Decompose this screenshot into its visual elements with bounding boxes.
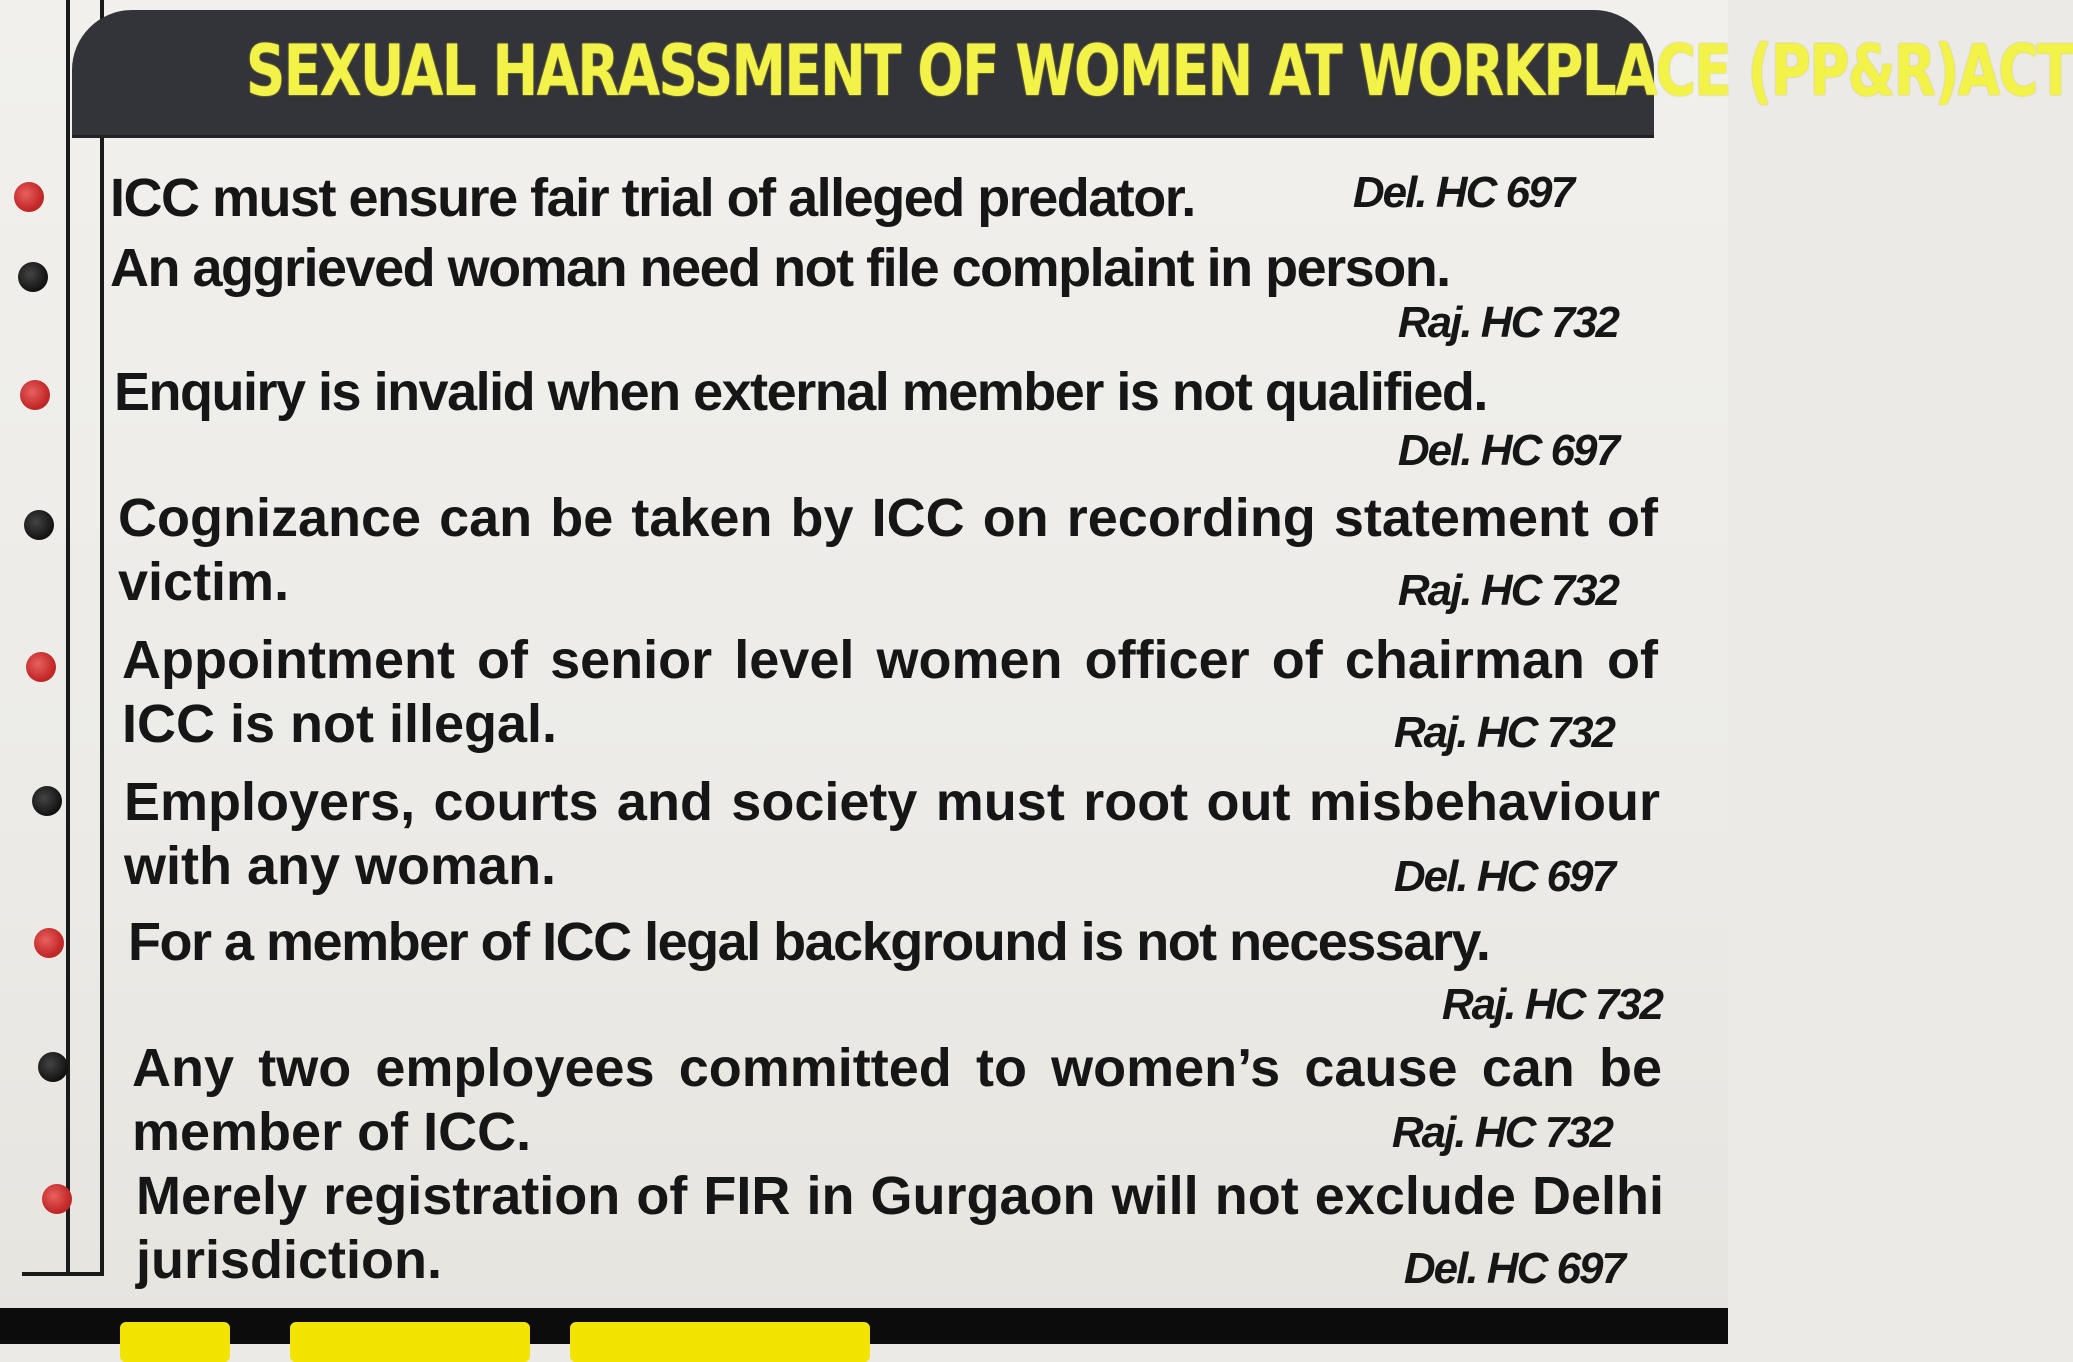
footer-headline-fragment xyxy=(290,1322,530,1362)
case-citation: Raj. HC 732 xyxy=(1397,566,1618,615)
bullet-black xyxy=(32,786,62,816)
list-item-text: ICC must ensure fair trial of alleged predator. xyxy=(110,168,1195,228)
page-title: SEXUAL HARASSMENT OF WOMEN AT WORKPLACE (PP&R)ACT xyxy=(246,30,2073,112)
bullet-red xyxy=(34,928,64,958)
list-item-text: Appointment of senior level women officer of chairman of ICC is not illegal. xyxy=(122,630,1658,754)
case-citation: Del. HC 697 xyxy=(1403,1244,1624,1293)
case-citation: Del. HC 697 xyxy=(1393,852,1614,901)
list-item-text: An aggrieved woman need not file complaint in person. xyxy=(110,238,1450,298)
bullet-red xyxy=(42,1184,72,1214)
case-citation: Raj. HC 732 xyxy=(1391,1108,1612,1157)
bullet-black xyxy=(38,1052,68,1082)
list-item-text: Enquiry is invalid when external member is not qualified. xyxy=(114,362,1487,422)
case-citation: Raj. HC 732 xyxy=(1397,298,1618,347)
list-item-text: For a member of ICC legal background is not necessary. xyxy=(128,912,1490,972)
list-item-text: Cognizance can be taken by ICC on recording statement of victim. xyxy=(118,488,1658,612)
header-bar xyxy=(72,10,2073,138)
bullet-black xyxy=(18,262,48,292)
bullet-black xyxy=(24,510,54,540)
list-item-text: Any two employees committed to women’s cause can be member of ICC. xyxy=(132,1038,1662,1162)
bullet-red xyxy=(14,182,44,212)
case-citation: Raj. HC 732 xyxy=(1441,980,1662,1029)
footer-headline-fragment xyxy=(120,1322,230,1362)
list-item-text: Employers, courts and society must root out misbehaviour with any woman. xyxy=(124,772,1660,896)
case-citation: Raj. HC 732 xyxy=(1393,708,1614,757)
case-citation: Del. HC 697 xyxy=(1352,168,1573,217)
left-rule xyxy=(66,0,70,1276)
footer-headline-fragment xyxy=(570,1322,870,1362)
list-item-text: Merely registration of FIR in Gurgaon will not exclude Delhi jurisdiction. xyxy=(136,1166,1664,1290)
bullet-red xyxy=(26,652,56,682)
bullet-red xyxy=(20,380,50,410)
case-citation: Del. HC 697 xyxy=(1397,426,1618,475)
